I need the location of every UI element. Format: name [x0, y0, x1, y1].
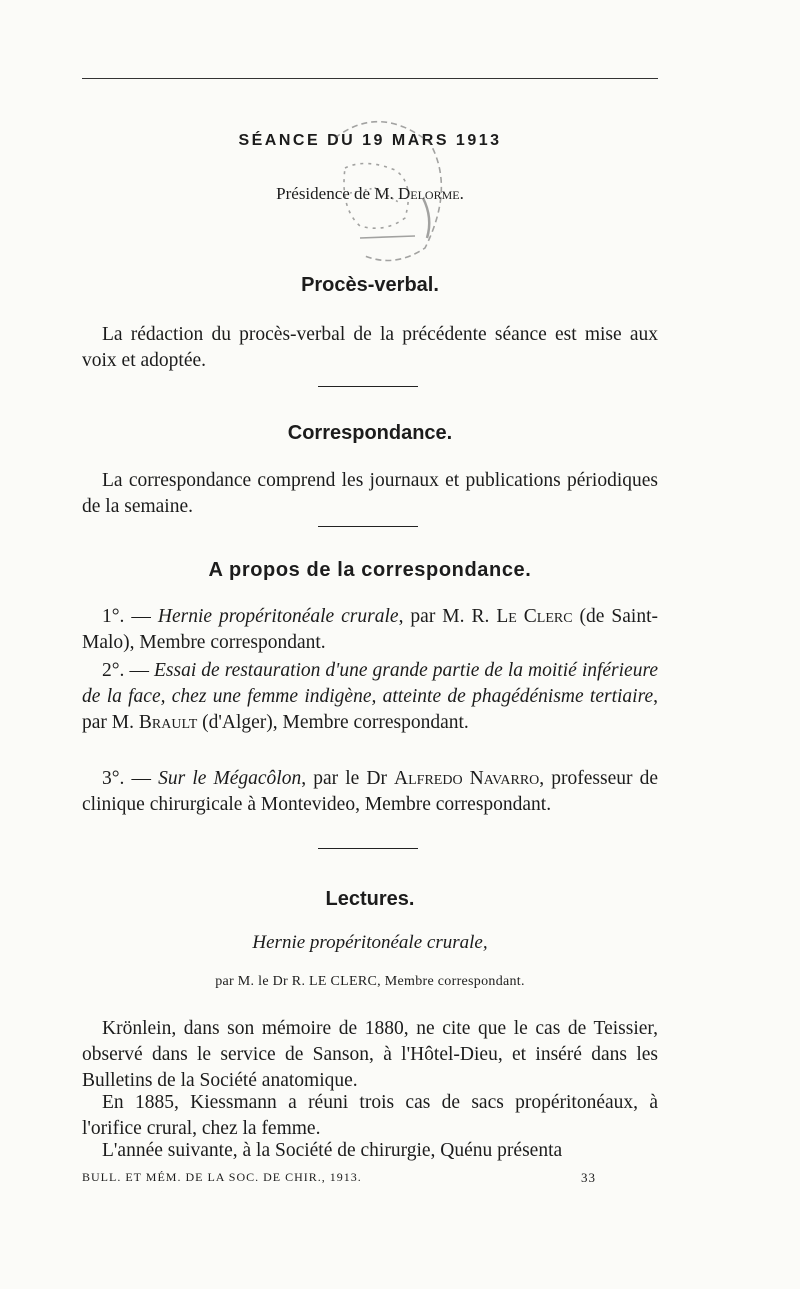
item-title: Sur le Mégacôlon [158, 768, 302, 789]
page-number: 33 [581, 1170, 596, 1185]
page-footer [82, 1170, 658, 1185]
correspondance-item [82, 766, 658, 818]
item-rest: (d'Alger), Membre correspondant. [197, 712, 469, 733]
item-by: , par le Dr [301, 768, 395, 789]
heading-lectures: Lectures. [325, 888, 415, 910]
heading-a-propos: A propos de la correspondance. [208, 559, 532, 581]
session-title: SÉANCE DU 19 MARS 1913 [238, 132, 502, 149]
item-rest: , professeur de clinique chirurgicale à Montevideo, Membre correspondant. [82, 768, 658, 815]
item-author: Le Clerc [496, 606, 573, 627]
paragraph-text: Krönlein, dans son mémoire de 1880, ne cite que le cas de Teissier, observé dans le service de Sanson, à l'Hôtel-Dieu, et inséré dans les Bulletins de la Société anatomique. [82, 1018, 658, 1091]
paragraph-text: L'année suivante, à la Société de chirurgie, Quénu présenta [102, 1140, 563, 1161]
journal-reference: BULL. ET MÉM. DE LA SOC. DE CHIR., 1913. [82, 1170, 362, 1184]
body-paragraph [82, 1016, 658, 1094]
separator-rule [318, 526, 418, 527]
paragraph-text: En 1885, Kiessmann a réuni trois cas de sacs propéritonéaux, à l'orifice crural, chez la femme. [82, 1092, 658, 1139]
correspondance-body: La correspondance comprend les journaux et publications périodiques de la semaine. [82, 470, 658, 517]
body-paragraph [82, 1090, 658, 1142]
library-stamp-icon [305, 108, 455, 268]
item-by: , par M. [82, 686, 658, 733]
correspondance-text [82, 468, 658, 520]
item-number: 2°. — [102, 660, 154, 681]
heading-correspondance: Correspondance. [287, 422, 453, 444]
proces-verbal-body: La rédaction du procès-verbal de la précédente séance est mise aux voix et adoptée. [82, 324, 658, 371]
item-number: 1°. — [102, 606, 158, 627]
item-by: , par M. R. [398, 606, 497, 627]
body-paragraph [82, 1138, 658, 1164]
president-name: Delorme. [397, 184, 464, 203]
correspondance-item [82, 658, 658, 736]
item-title: Hernie propéritonéale crurale [157, 606, 399, 627]
lecture-byline: par M. le Dr R. LE CLERC, Membre correspondant. [215, 974, 525, 989]
separator-rule [318, 386, 418, 387]
item-number: 3°. — [102, 768, 159, 789]
item-rest: (de Saint-Malo), Membre correspondant. [82, 606, 659, 653]
item-author: Alfredo Navarro [394, 768, 540, 789]
correspondance-item [82, 604, 658, 656]
item-author: Brault [138, 712, 198, 733]
top-rule [82, 78, 658, 79]
proces-verbal-text [82, 322, 658, 374]
item-title: Essai de restauration d'une grande partie de la moitié inférieure de la face, chez une femme indigène, atteinte de phagédénisme tertiaire [82, 660, 658, 707]
lecture-title: Hernie propéritonéale crurale, [252, 932, 488, 953]
heading-proces-verbal: Procès-verbal. [301, 274, 439, 296]
separator-rule [318, 848, 418, 849]
presidency-prefix: Présidence de M. [276, 184, 398, 203]
